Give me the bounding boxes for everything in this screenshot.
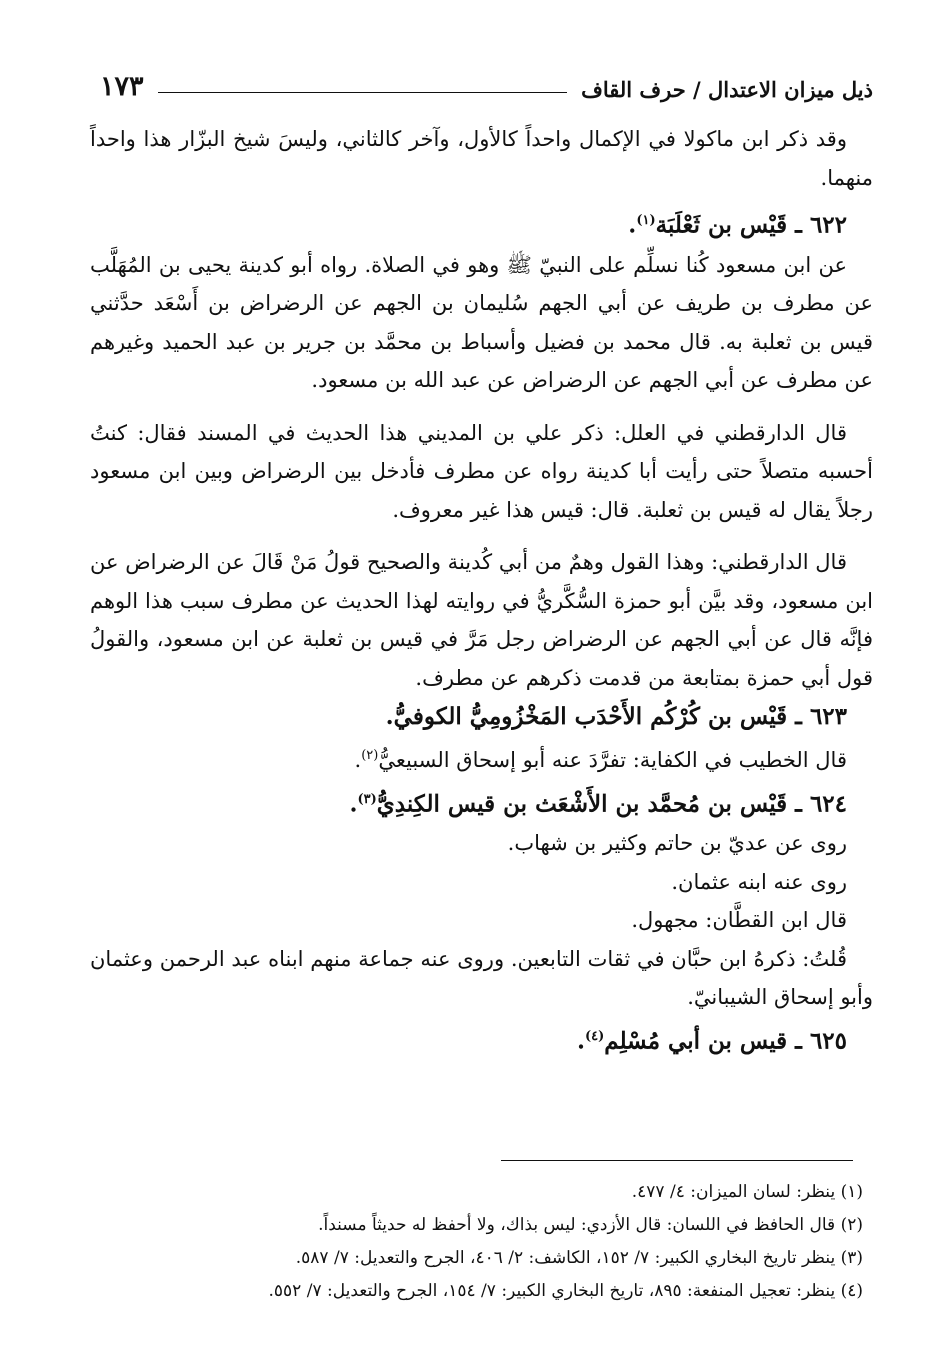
running-title: ذيل ميزان الاعتدال / حرف القاف (581, 77, 873, 102)
intro-paragraph: وقد ذكر ابن ماكولا في الإكمال واحداً كالأول، وآخر كالثاني، وليسَ شيخ البزّار هذا واحداً منهما. (90, 127, 873, 190)
footnote-1: (١) ينظر: لسان الميزان: ٤/ ٤٧٧. (631, 1182, 863, 1202)
entry-625-title-end: . (576, 1027, 585, 1055)
entry-624-title-text: ٦٢٤ ـ قَيْس بن مُحمَّد بن الأَشْعَث بن قيس الكِندِيُّ (376, 790, 847, 818)
entry-622-paragraph-2: قال الدارقطني في العلل: ذكر علي بن المديني هذا الحديث في المسند فقال: كنتُ أحسبه متصلاً حتى رأيت أبا كدينة رواه عن مطرف فأدخل بين الرضراض وبين ابن مسعود رجلاً يقال له قيس بن ثعلبة. قال: قيس هذا غير معروف. (90, 420, 873, 522)
entry-623-title: ٦٢٣ ـ قَيْس بن كُرْكُم الأَحْدَب المَخْزُومِيُّ الكوفيُّ. (385, 703, 847, 731)
footnote-separator (501, 1160, 853, 1161)
footnote-ref-2: (٢) (361, 748, 379, 764)
page-number: ١٧٣ (100, 71, 144, 102)
entry-622-title-end: . (628, 211, 637, 239)
header-rule (158, 92, 568, 93)
footnote-3: (٣) ينظر تاريخ البخاري الكبير: ٧/ ١٥٢، الكاشف: ٢/ ٤٠٦، الجرح والتعديل: ٧/ ٥٨٧. (295, 1248, 863, 1268)
footnote-2: (٢) قال الحافظ في اللسان: قال الأزدي: ليس بذاك، ولا أحفظ له حديثاً مسنداً. (318, 1215, 863, 1235)
page-header (100, 62, 873, 102)
footnote-ref-3: (٣) (357, 791, 377, 807)
entry-622-title (90, 201, 873, 246)
entry-625-title-text: ٦٢٥ ـ قيس بن أبي مُسْلِم (604, 1027, 847, 1055)
footnote-ref-1: (١) (636, 213, 656, 228)
entry-624-paragraph-3: قال ابن القطَّان: مجهول. (631, 908, 847, 933)
entry-623-paragraph-1-text: قال الخطيب في الكفاية: تفرَّدَ عنه أبو إسحاق السبيعيُّ (378, 748, 847, 773)
entry-624-title-end: . (349, 790, 358, 818)
entry-624-paragraph-2: روى عنه ابنه عثمان. (671, 869, 847, 894)
entry-622-paragraph-1: عن ابن مسعود كُنا نسلِّم على النبيّ ﷺ وهو في الصلاة. رواه أبو كدينة يحيى بن المُهَلَّب عن مطرف بن طريف عن أبي الجهم سُليمان بن الجهم عن الرضراض بن أَسْعَد حدَّثني قيس بن ثعلبة به. قال محمد بن فضيل وأسباط بن محمَّد بن جرير بن عبد الحميد وغيرهم عن مطرف عن أبي الجهم عن الرضراض عن عبد الله بن مسعود. (90, 252, 873, 393)
entry-624-paragraph-4: قُلتُ: ذكرهُ ابن حبَّان في ثقات التابعين. وروى عنه جماعة منهم ابناه عبد الرحمن وعثمان وأبو إسحاق الشيبانيّ. (90, 946, 873, 1010)
entry-622-paragraph-3: قال الدارقطني: وهذا القول وهمٌ من أبي كُدينة والصحيح قولُ مَنْ قَالَ عن الرضراض عن ابن مسعود، وقد بيَّن أبو حمزة السُّكَّريُّ في روايته لهذا الحديث عن مطرف سبب هذا الوهم فإنَّه قال عن أبي الجهم عن الرضراض رجل مَرَّ في قيس بن ثعلبة عن ابن مسعود، والقولُ قول أبي حمزة بمتابعة من قدمت ذكرهم عن مطرف. (90, 550, 873, 690)
footnotes (110, 1176, 863, 1308)
entry-622-title-text: ٦٢٢ ـ قَيْس بن ثَعْلَبَة (655, 211, 847, 239)
entry-624-paragraph-1: روى عن عديّ بن حاتم وكثير بن شهاب. (507, 831, 847, 856)
entry-625-title (90, 1017, 873, 1062)
footnote-4: (٤) ينظر: تعجيل المنفعة: ٨٩٥، تاريخ البخاري الكبير: ٧/ ١٥٤، الجرح والتعديل: ٧/ ٥٥٢. (268, 1281, 863, 1301)
entry-624-title (90, 780, 873, 825)
page-body (90, 120, 873, 1061)
footnote-ref-4: (٤) (584, 1028, 605, 1044)
entry-623-paragraph-1 (90, 737, 873, 780)
entry-623-paragraph-1-end: . (354, 748, 362, 773)
